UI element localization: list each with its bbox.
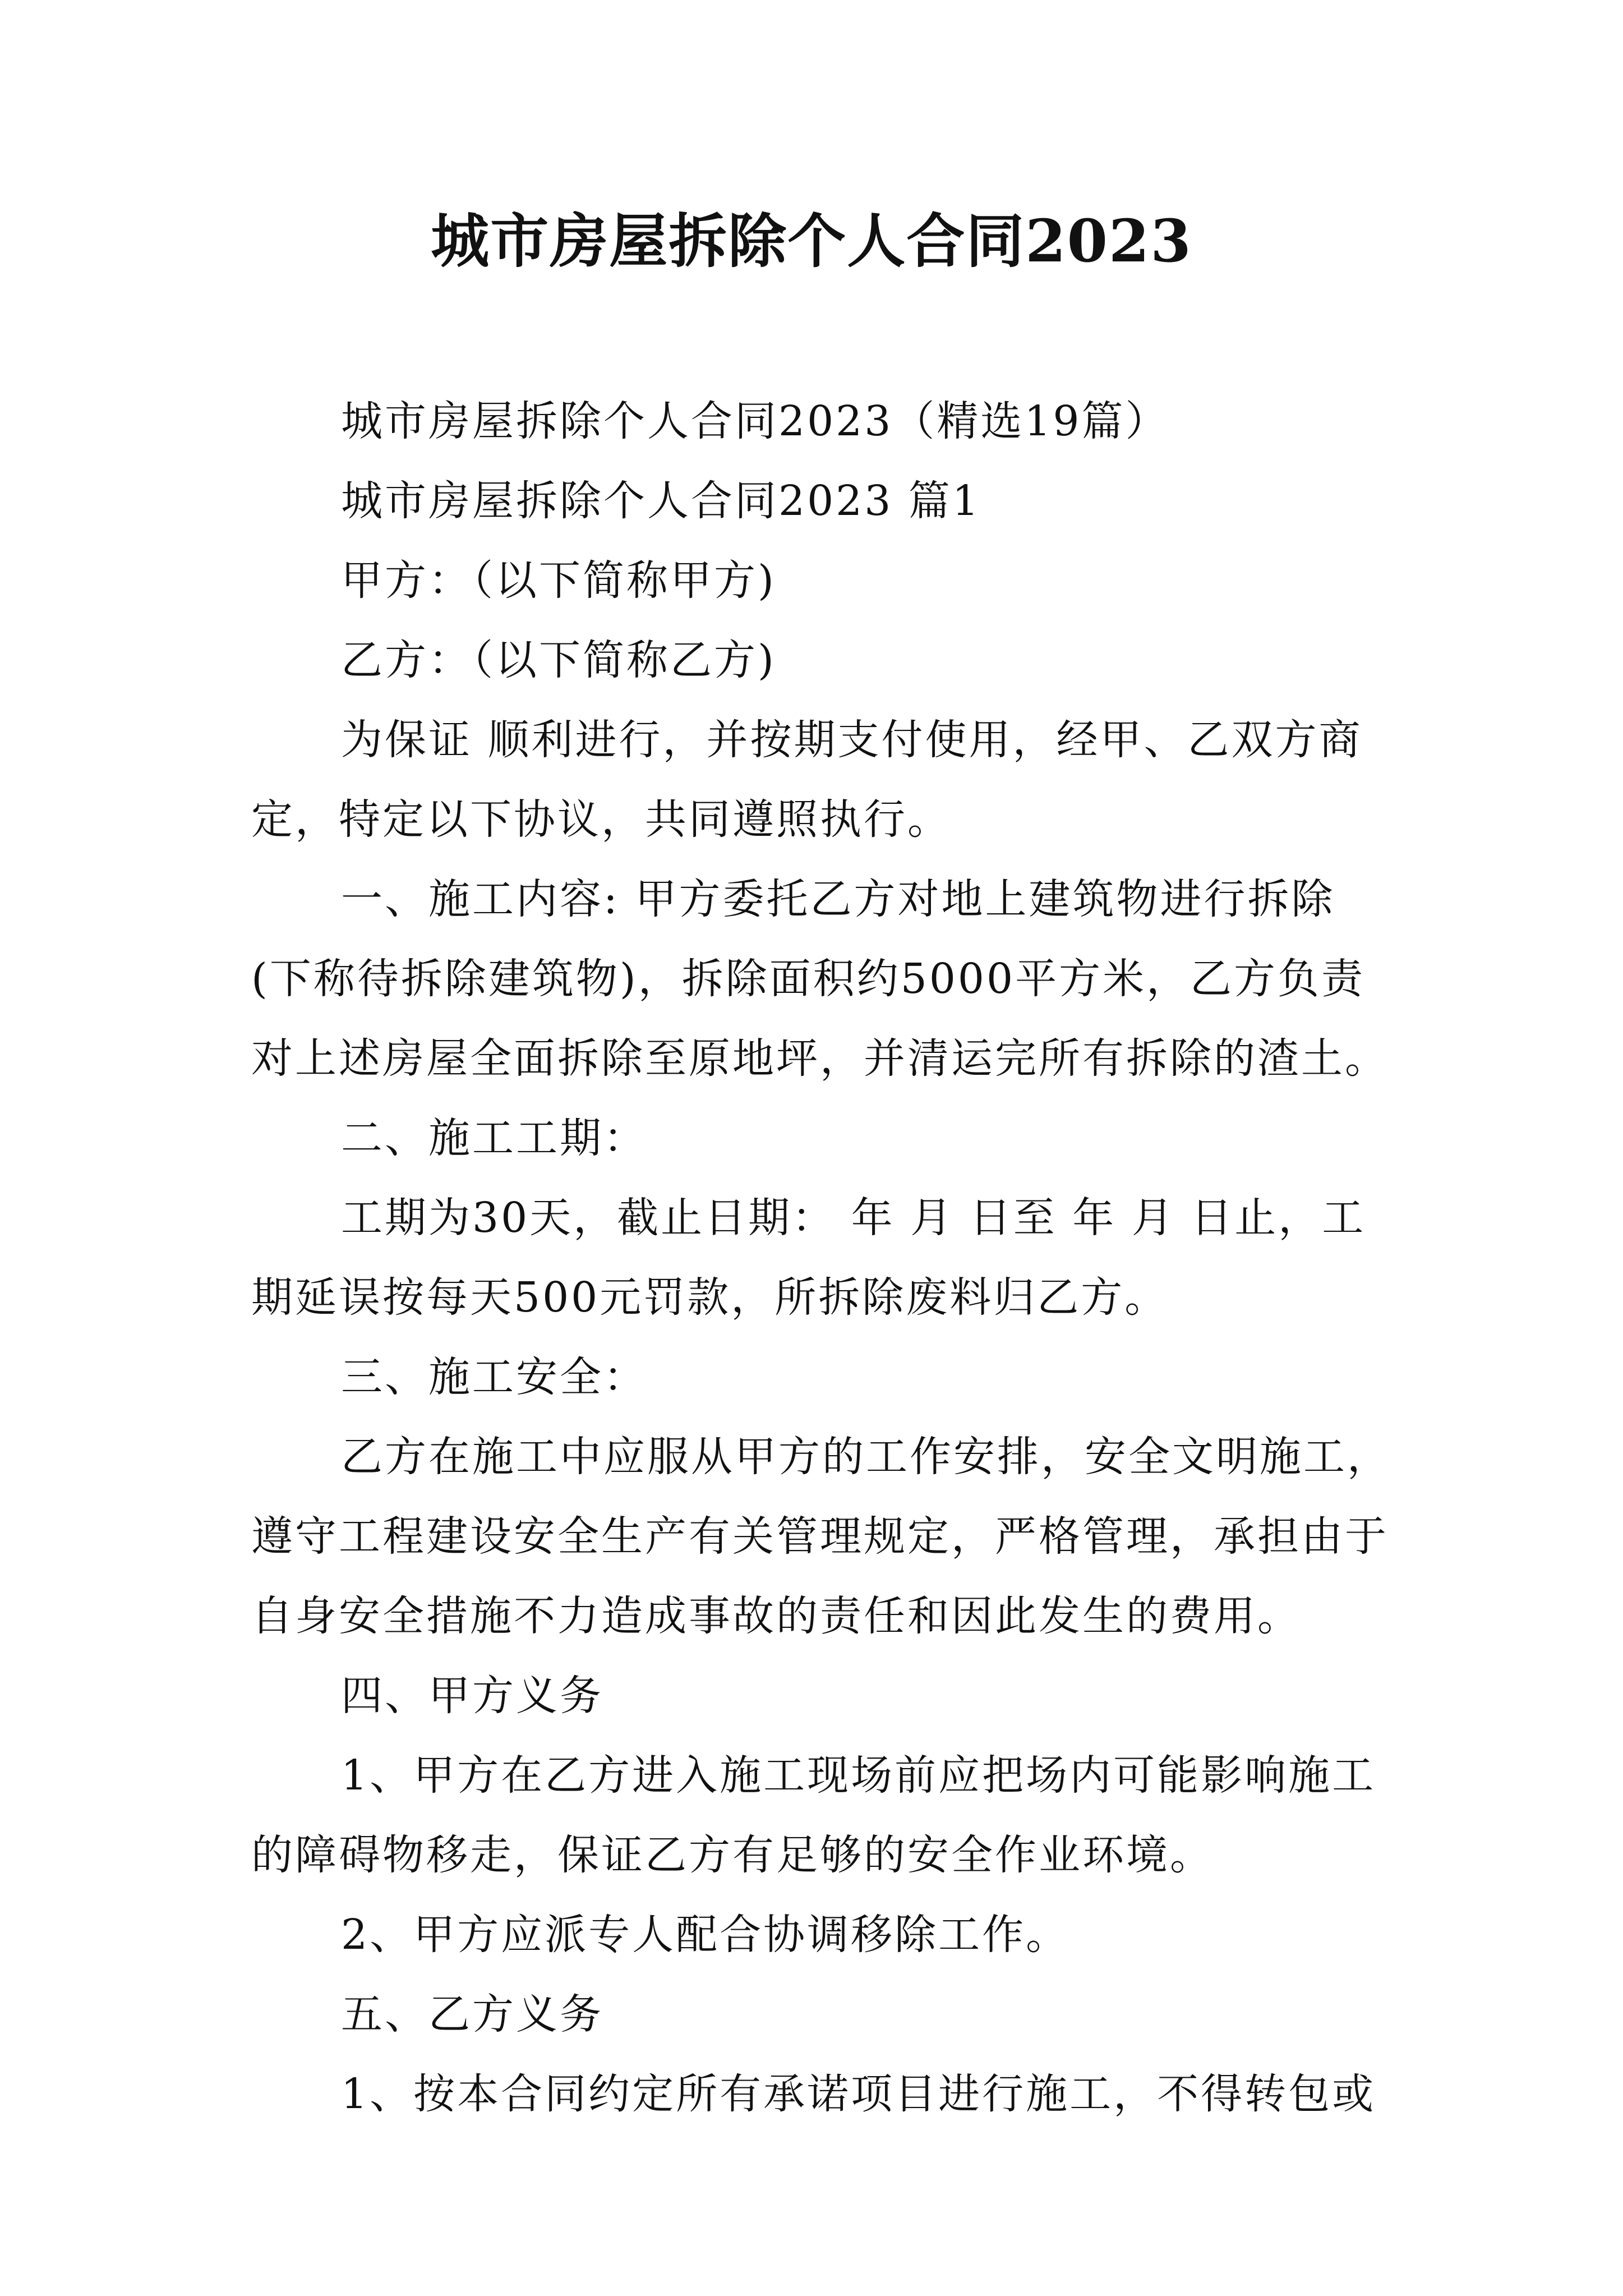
- document-title: 城市房屋拆除个人合同2023: [431, 206, 1192, 275]
- paragraph-clause-4-item-2: 2、甲方应派专人配合协调移除工作。: [341, 1911, 1070, 1959]
- paragraph-party-b: 乙方：（以下简称乙方): [341, 636, 776, 684]
- paragraph-clause-2-body: 工期为30天，截止日期： 年 月 日至 年 月 日止，工期延误按每天500元罚款，所拆除废料归乙方。: [251, 1194, 1366, 1322]
- paragraph-clause-1: 一、施工内容: 甲方委托乙方对地上建筑物进行拆除(下称待拆除建筑物)，拆除面积约5000平方米，乙方负责对上述房屋全面拆除至原地坪，并清运完所有拆除的渣土。: [251, 875, 1389, 1083]
- document-body: [251, 381, 1395, 2134]
- paragraph-clause-3-body: 乙方在施工中应服从甲方的工作安排，安全文明施工，遵守工程建设安全生产有关管理规定，严格管理，承担由于自身安全措施不力造成事故的责任和因此发生的费用。: [251, 1433, 1391, 1640]
- paragraph-preamble: 为保证 顺利进行，并按期支付使用，经甲、乙双方商定，特定以下协议，共同遵照执行。: [251, 716, 1363, 844]
- paragraph-clause-4-item-1: 1、甲方在乙方进入施工现场前应把场内可能影响施工的障碍物移走，保证乙方有足够的安全作业环境。: [251, 1751, 1376, 1879]
- paragraph-party-a: 甲方：（以下简称甲方): [341, 556, 776, 605]
- paragraph-subtitle: 城市房屋拆除个人合同2023（精选19篇）: [341, 397, 1169, 445]
- paragraph-clause-5-item-1: 1、按本合同约定所有承诺项目进行施工，不得转包或: [341, 2070, 1376, 2118]
- paragraph-clause-3-heading: 三、施工安全：: [341, 1353, 647, 1401]
- paragraph-clause-5-heading: 五、乙方义务: [341, 1990, 603, 2039]
- paragraph-clause-2-heading: 二、施工工期：: [341, 1114, 647, 1162]
- paragraph-section-heading: 城市房屋拆除个人合同2023 篇1: [341, 477, 981, 525]
- paragraph-clause-4-heading: 四、甲方义务: [341, 1672, 603, 1720]
